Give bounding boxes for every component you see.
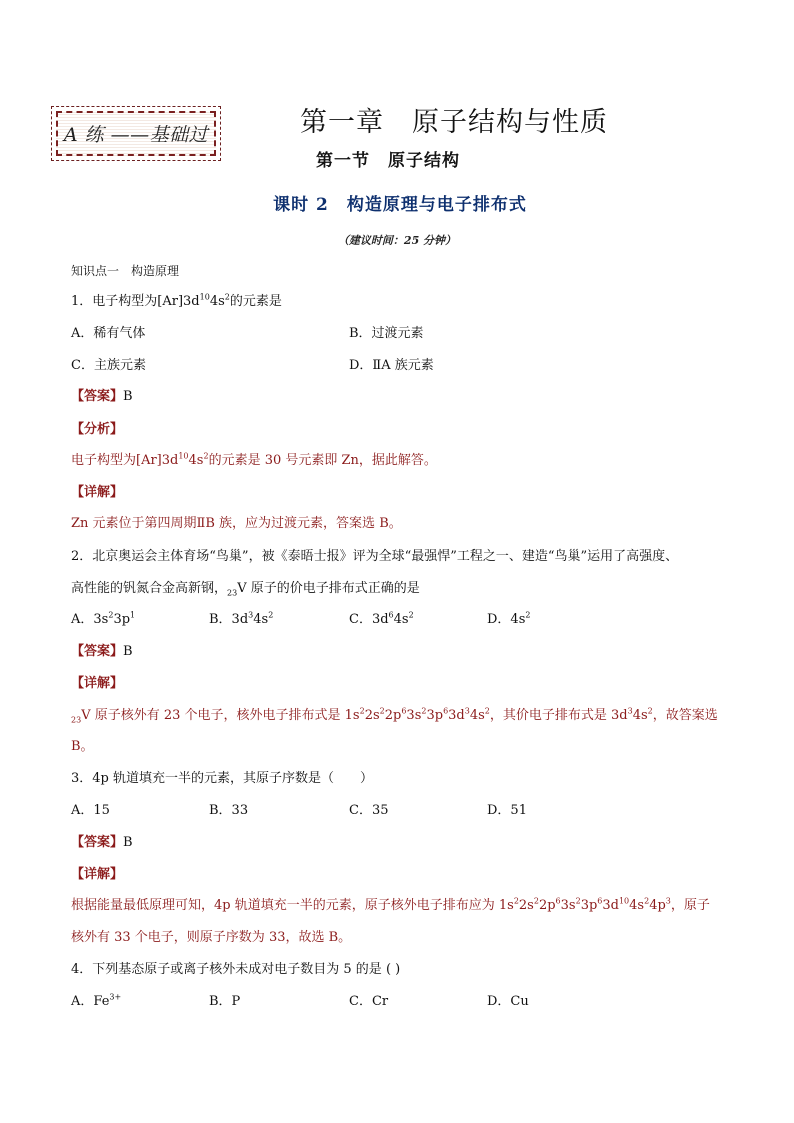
q1-detail: Zn 元素位于第四周期ⅡB 族，应为过渡元素，答案选 B。 [71,516,402,531]
q3-option-b: B．33 [209,803,249,818]
q1-analysis: 电子构型为$[Ar]3d^{10}4s^2$的元素是 30 号元素即 Zn，据此解答。 [71,451,437,468]
q4-option-d: D．Cu [487,994,529,1009]
practice-level-badge [51,106,221,161]
q2-stem-line1: 2．北京奥运会主体育场“鸟巢”，被《泰晤士报》评为全球“最强悍”工程之一、建造“鸟巢”运用了高强度、 [71,549,679,564]
q1-option-c: C．主族元素 [71,358,146,373]
q2-detail-line2: B。 [71,739,94,754]
q3-option-c: C．35 [349,803,389,818]
q1-option-d: D．ⅡA 族元素 [349,358,434,373]
q4-stem: 4．下列基态原子或离子核外未成对电子数目为 5 的是 ( ) [71,962,401,977]
chapter-title: 第一章 原子结构与性质 [300,107,608,138]
suggested-time: （建议时间：25 分钟） [337,234,457,247]
q3-option-a: A．15 [71,803,110,818]
q2-detail-label: 【详解】 [71,676,124,691]
q3-detail-line2: 核外有 33 个电子，则原子序数为 33，故选 B。 [71,930,352,945]
q2-detail-line1: $_{23}$V 原子核外有 23 个电子，核外电子排布式是 $1s^22s^22p^63s^23p^63d^34s^2$，其价电子排布式是 $3d^34s^2$，故答案选 [71,706,718,725]
q4-option-b: B．P [209,994,241,1009]
q2-option-c: C．$3d^64s^2$ [349,610,414,627]
q4-option-a: A．$Fe^{3+}$ [71,992,122,1009]
q2-option-a: A．$3s^23p^1$ [71,610,136,627]
q2-option-d: D．$4s^2$ [487,610,531,627]
q2-option-b: B．$3d^34s^2$ [209,610,274,627]
q3-detail-label: 【详解】 [71,867,124,882]
q3-stem: 3．4p 轨道填充一半的元素，其原子序数是（ ） [71,771,373,786]
q1-stem: 1．电子构型为$[Ar]3d^{10}4s^2$的元素是 [71,292,282,309]
badge-text: A 练 ——基础过 [63,124,209,146]
q2-stem-line2: 高性能的钒氮合金高新钢，$_{23}$V 原子的价电子排布式正确的是 [71,581,420,598]
q1-analysis-label: 【分析】 [71,422,124,437]
q3-detail-line1: 根据能量最低原理可知，4p 轨道填充一半的元素，原子核外电子排布应为 $1s^22s^22p^63s^23p^63d^{10}4s^24p^3$，原子 [71,896,710,913]
lesson-title: 课时 2 构造原理与电子排布式 [273,195,527,215]
q3-option-d: D．51 [487,803,527,818]
q1-option-b: B．过渡元素 [349,326,424,341]
q4-option-c: C．Cr [349,994,389,1009]
section-title: 第一节 原子结构 [316,151,460,171]
q1-option-a: A．稀有气体 [71,326,146,341]
q1-answer: 【答案】B [71,389,133,404]
q3-answer: 【答案】B [71,835,133,850]
q1-detail-label: 【详解】 [71,485,124,500]
knowledge-point-heading: 知识点一 构造原理 [71,264,180,278]
q2-answer: 【答案】B [71,644,133,659]
